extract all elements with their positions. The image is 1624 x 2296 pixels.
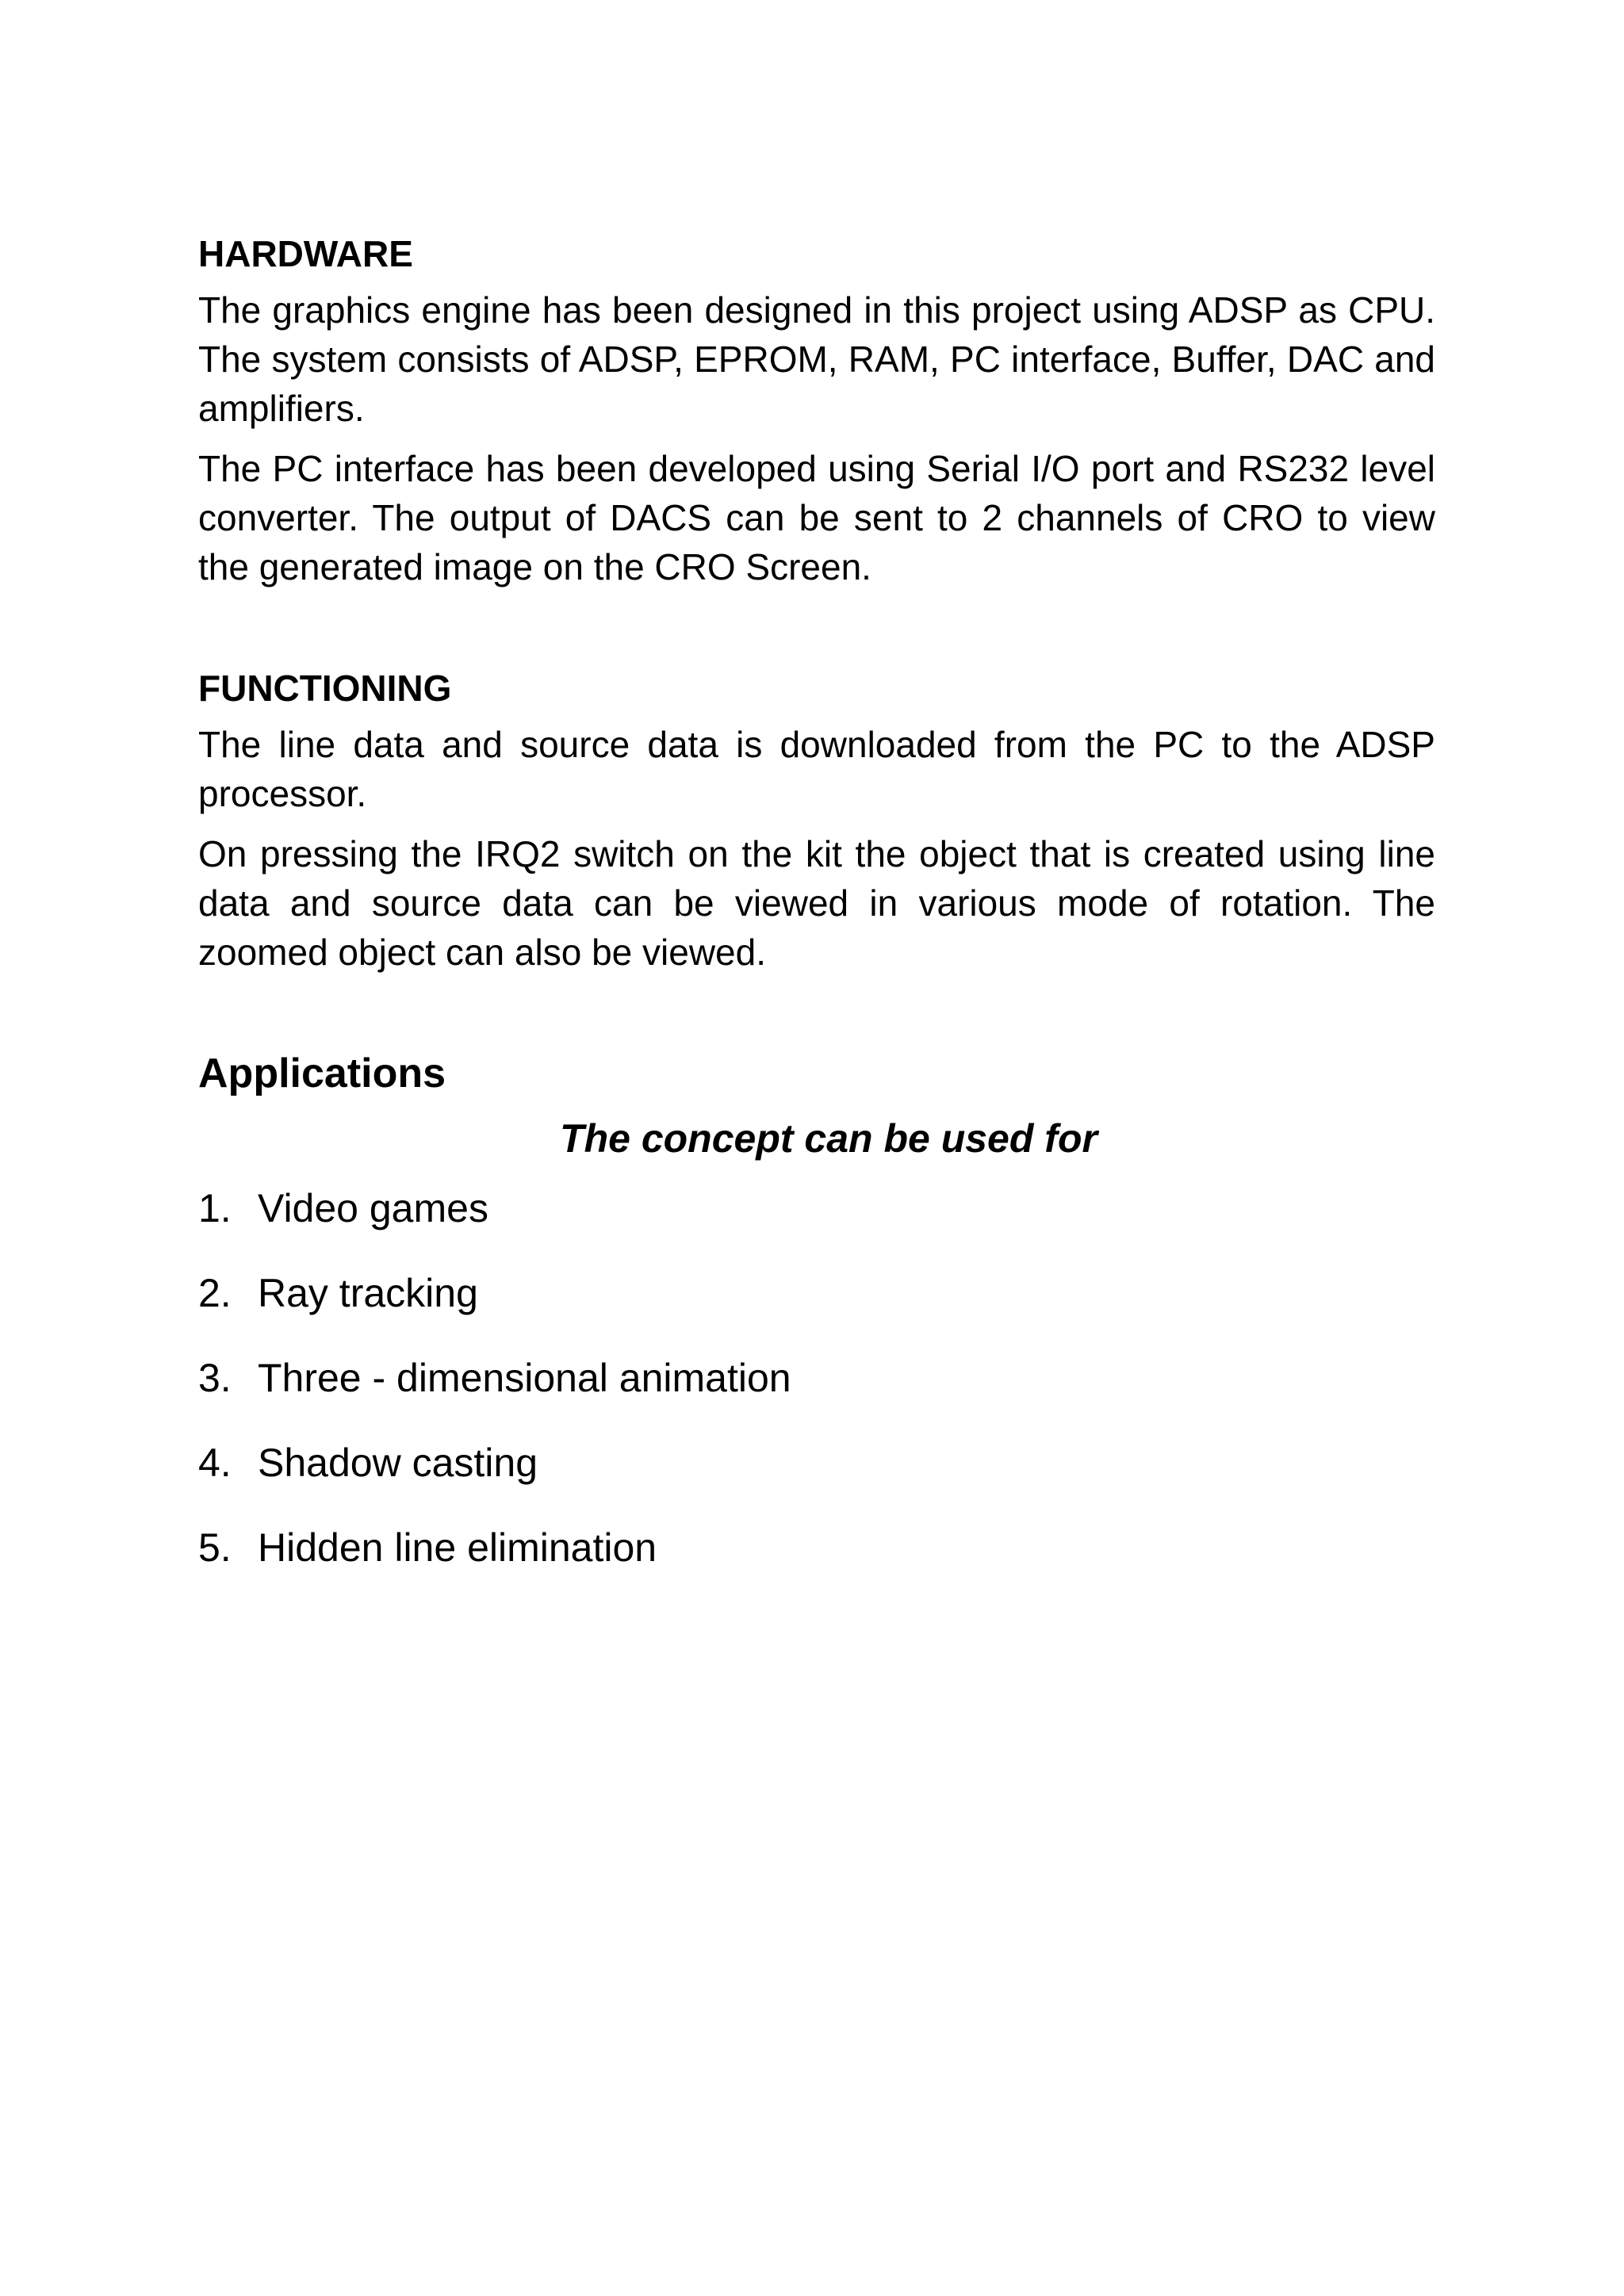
applications-list: [198, 1184, 1435, 1571]
applications-subtitle: The concept can be used for: [560, 1116, 1097, 1161]
list-item-number: 3.: [198, 1356, 232, 1400]
list-item: [198, 1269, 1435, 1317]
hardware-heading: HARDWARE: [198, 233, 413, 274]
list-item-number: 5.: [198, 1525, 232, 1570]
functioning-paragraph-1: The line data and source data is downloaded from the PC to the ADSP processor.: [198, 724, 1435, 814]
hardware-paragraph-1: The graphics engine has been designed in this project using ADSP as CPU. The system consists of ADSP, EPROM, RAM, PC interface, Buffer, DAC and amplifiers.: [198, 289, 1435, 429]
list-item-text: Hidden line elimination: [258, 1525, 657, 1570]
section-spacer: [198, 603, 1435, 664]
list-item-text: Shadow casting: [258, 1441, 538, 1485]
applications-section: [198, 1050, 1435, 1571]
functioning-heading: FUNCTIONING: [198, 668, 452, 709]
list-item: [198, 1184, 1435, 1232]
list-item-number: 1.: [198, 1186, 232, 1230]
hardware-paragraph-2: The PC interface has been developed using Serial I/O port and RS232 level converter. The output of DACS can be sent to 2 channels of CRO to view the generated image on the CRO Screen.: [198, 448, 1435, 587]
hardware-section: [198, 230, 1435, 591]
list-item-text: Video games: [258, 1186, 488, 1230]
functioning-section: [198, 664, 1435, 977]
applications-heading: Applications: [198, 1050, 446, 1096]
list-item-text: Ray tracking: [258, 1271, 478, 1315]
list-item-text: Three - dimensional animation: [258, 1356, 791, 1400]
list-item: [198, 1524, 1435, 1571]
list-item-number: 4.: [198, 1441, 232, 1485]
functioning-paragraph-2: On pressing the IRQ2 switch on the kit the object that is created using line data and source data can be viewed in various mode of rotation. The zoomed object can also be viewed.: [198, 833, 1435, 973]
list-item: [198, 1439, 1435, 1487]
section-spacer: [198, 988, 1435, 1050]
document-page: [198, 230, 1435, 1609]
list-item-number: 2.: [198, 1271, 232, 1315]
list-item: [198, 1354, 1435, 1402]
